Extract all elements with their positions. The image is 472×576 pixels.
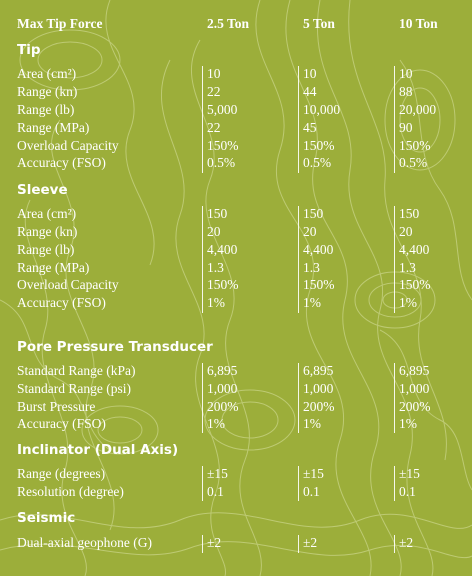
cell-value: 150% xyxy=(207,138,239,153)
section-title-pore-pressure: Pore Pressure Transducer xyxy=(17,339,213,355)
cell-value: 10 xyxy=(303,66,317,81)
column-divider xyxy=(394,363,395,433)
cell-value: ±2 xyxy=(399,535,414,550)
column-divider xyxy=(298,363,299,433)
cell-value: 1,000 xyxy=(303,381,334,396)
cell-value: 6,895 xyxy=(207,363,238,378)
cell-value: 200% xyxy=(303,399,335,414)
cell-value: 200% xyxy=(207,399,239,414)
cell-value: 0.1 xyxy=(303,484,320,499)
table-header xyxy=(0,15,472,33)
table-row xyxy=(0,155,472,171)
header-col-5-ton: 5 Ton xyxy=(303,16,335,31)
column-divider xyxy=(202,66,203,173)
header-label: Max Tip Force xyxy=(17,16,103,31)
row-label: Overload Capacity xyxy=(17,277,119,292)
header-col-10-ton: 10 Ton xyxy=(399,16,438,31)
row-label: Range (lb) xyxy=(17,102,75,117)
cell-value: 1% xyxy=(399,295,417,310)
column-divider xyxy=(202,206,203,313)
row-label: Accuracy (FSO) xyxy=(17,416,106,431)
row-label: Range (lb) xyxy=(17,242,75,257)
table-row xyxy=(0,466,472,482)
cell-value: 1% xyxy=(207,295,225,310)
cell-value: 1% xyxy=(303,416,321,431)
cell-value: ±2 xyxy=(303,535,318,550)
cell-value: 200% xyxy=(399,399,431,414)
header-col-2-5-ton: 2.5 Ton xyxy=(207,16,250,31)
column-divider xyxy=(394,206,395,313)
column-divider xyxy=(298,535,299,553)
cell-value: 1.3 xyxy=(303,260,320,275)
cell-value: 150% xyxy=(303,277,335,292)
row-label: Range (MPa) xyxy=(17,120,90,135)
column-divider xyxy=(298,466,299,501)
cell-value: 150 xyxy=(303,206,324,221)
table-row xyxy=(0,84,472,100)
cell-value: ±15 xyxy=(303,466,324,481)
row-label: Standard Range (kPa) xyxy=(17,363,136,378)
table-row xyxy=(0,260,472,276)
column-divider xyxy=(394,66,395,173)
cell-value: 150 xyxy=(207,206,228,221)
cell-value: 150 xyxy=(399,206,420,221)
row-label: Standard Range (psi) xyxy=(17,381,131,396)
table-row xyxy=(0,381,472,397)
cell-value: 22 xyxy=(207,120,221,135)
table-row xyxy=(0,102,472,118)
cell-value: 10,000 xyxy=(303,102,341,117)
section-title-tip: Tip xyxy=(17,42,41,58)
column-divider xyxy=(394,466,395,501)
table-row xyxy=(0,120,472,136)
cell-value: 4,400 xyxy=(207,242,238,257)
cell-value: 20 xyxy=(303,224,317,239)
cell-value: 1% xyxy=(303,295,321,310)
row-label: Accuracy (FSO) xyxy=(17,155,106,170)
cell-value: 0.5% xyxy=(207,155,236,170)
cell-value: 1% xyxy=(207,416,225,431)
cell-value: 1.3 xyxy=(207,260,224,275)
cell-value: 150% xyxy=(303,138,335,153)
table-row xyxy=(0,416,472,432)
section-title-inclinator: Inclinator (Dual Axis) xyxy=(17,442,179,458)
cell-value: 0.1 xyxy=(399,484,416,499)
cell-value: 0.5% xyxy=(303,155,332,170)
cell-value: 1,000 xyxy=(399,381,430,396)
table-row xyxy=(0,363,472,379)
cell-value: 5,000 xyxy=(207,102,238,117)
cell-value: 150% xyxy=(207,277,239,292)
column-divider xyxy=(202,363,203,433)
row-label: Range (degrees) xyxy=(17,466,106,481)
cell-value: 150% xyxy=(399,138,431,153)
column-divider xyxy=(298,206,299,313)
section-title-sleeve: Sleeve xyxy=(17,182,68,198)
cell-value: 0.5% xyxy=(399,155,428,170)
table-row xyxy=(0,66,472,82)
cell-value: 6,895 xyxy=(399,363,430,378)
cell-value: 10 xyxy=(207,66,221,81)
table-row xyxy=(0,206,472,222)
table-row xyxy=(0,484,472,500)
cell-value: 1% xyxy=(399,416,417,431)
column-divider xyxy=(298,66,299,173)
cell-value: 4,400 xyxy=(303,242,334,257)
cell-value: 0.1 xyxy=(207,484,224,499)
row-label: Dual-axial geophone (G) xyxy=(17,535,152,550)
cell-value: 88 xyxy=(399,84,413,99)
row-label: Burst Pressure xyxy=(17,399,96,414)
table-row xyxy=(0,242,472,258)
row-label: Range (kn) xyxy=(17,224,78,239)
cell-value: 6,895 xyxy=(303,363,334,378)
cell-value: 150% xyxy=(399,277,431,292)
row-label: Area (cm²) xyxy=(17,66,77,81)
table-row xyxy=(0,277,472,293)
table-row xyxy=(0,138,472,154)
row-label: Range (kn) xyxy=(17,84,78,99)
row-label: Accuracy (FSO) xyxy=(17,295,106,310)
column-divider xyxy=(202,535,203,553)
table-row xyxy=(0,535,472,551)
table-row xyxy=(0,224,472,240)
cell-value: ±2 xyxy=(207,535,222,550)
cell-value: 1.3 xyxy=(399,260,416,275)
cell-value: ±15 xyxy=(399,466,420,481)
row-label: Area (cm²) xyxy=(17,206,77,221)
cell-value: 1,000 xyxy=(207,381,238,396)
column-divider xyxy=(202,466,203,501)
section-title-seismic: Seismic xyxy=(17,510,76,526)
cell-value: 45 xyxy=(303,120,317,135)
row-label: Resolution (degree) xyxy=(17,484,124,499)
cell-value: 22 xyxy=(207,84,221,99)
table-row xyxy=(0,295,472,311)
cell-value: 44 xyxy=(303,84,317,99)
column-divider xyxy=(394,535,395,553)
cell-value: 20 xyxy=(207,224,221,239)
table-row xyxy=(0,399,472,415)
row-label: Overload Capacity xyxy=(17,138,119,153)
cell-value: 20,000 xyxy=(399,102,437,117)
cell-value: 4,400 xyxy=(399,242,430,257)
row-label: Range (MPa) xyxy=(17,260,90,275)
cell-value: 10 xyxy=(399,66,413,81)
cell-value: 90 xyxy=(399,120,413,135)
cell-value: 20 xyxy=(399,224,413,239)
cell-value: ±15 xyxy=(207,466,228,481)
